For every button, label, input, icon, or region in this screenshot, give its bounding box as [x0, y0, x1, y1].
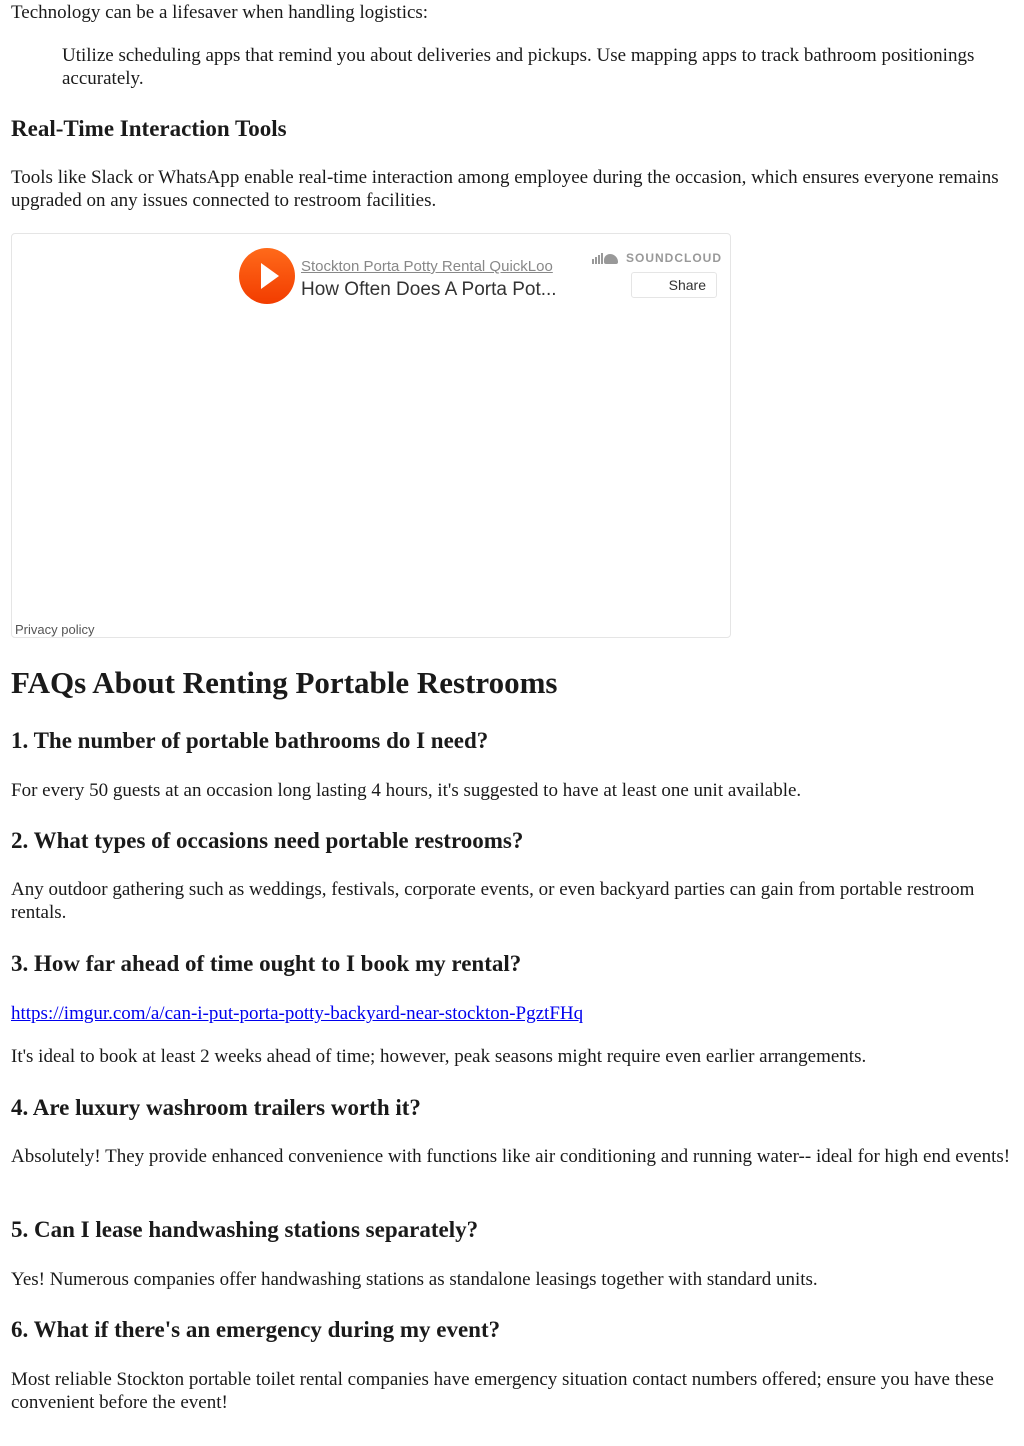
- realtime-paragraph: Tools like Slack or WhatsApp enable real-time interaction among employee during the occasion, which ensures everyone remains upgraded on any issues connected to restroom facilities.: [11, 167, 999, 211]
- faq-question: 1. The number of portable bathrooms do I need?: [11, 728, 489, 753]
- faq-link-paragraph: [11, 1002, 1016, 1025]
- soundcloud-user-link[interactable]: Stockton Porta Potty Rental QuickLoo: [301, 258, 553, 275]
- faq-heading: FAQs About Renting Portable Restrooms: [11, 665, 558, 700]
- blockquote-text: Utilize scheduling apps that remind you about deliveries and pickups. Use mapping apps to track bathroom positionings accurately.: [62, 45, 975, 89]
- share-button[interactable]: Share: [631, 272, 717, 298]
- faq-answer: Most reliable Stockton portable toilet rental companies have emergency situation contact numbers offered; ensure you have these convenient before the event!: [11, 1369, 994, 1413]
- faq-question: 2. What types of occasions need portable restrooms?: [11, 828, 524, 853]
- soundcloud-embed[interactable]: [11, 233, 731, 638]
- soundcloud-track-title[interactable]: How Often Does A Porta Pot...: [301, 279, 557, 300]
- faq-answer: For every 50 guests at an occasion long lasting 4 hours, it's suggested to have at least one unit available.: [11, 780, 802, 801]
- faq-answer: Any outdoor gathering such as weddings, festivals, corporate events, or even backyard parties can gain from portable restroom rentals.: [11, 879, 975, 923]
- soundcloud-logo[interactable]: [592, 251, 722, 265]
- imgur-link[interactable]: https://imgur.com/a/can-i-put-porta-potty-backyard-near-stockton-PgztFHq: [11, 1003, 584, 1024]
- play-icon[interactable]: [239, 248, 295, 304]
- faq-question: 4. Are luxury washroom trailers worth it?: [11, 1095, 421, 1120]
- faq-answer: Absolutely! They provide enhanced convenience with functions like air conditioning and running water-- ideal for high end events!: [11, 1146, 1011, 1167]
- faq-question: 5. Can I lease handwashing stations separately?: [11, 1217, 479, 1242]
- faq-question: 6. What if there's an emergency during my event?: [11, 1317, 501, 1342]
- intro-paragraph: Technology can be a lifesaver when handling logistics:: [11, 2, 429, 23]
- privacy-policy-link[interactable]: Privacy policy: [15, 622, 95, 637]
- faq-answer: Yes! Numerous companies offer handwashing stations as standalone leasings together with standard units.: [11, 1269, 818, 1290]
- faq-answer: It's ideal to book at least 2 weeks ahead of time; however, peak seasons might require even earlier arrangements.: [11, 1046, 867, 1067]
- soundcloud-brand-text: SOUNDCLOUD: [626, 251, 722, 265]
- soundcloud-logo-icon: [592, 252, 620, 264]
- faq-question: 3. How far ahead of time ought to I book my rental?: [11, 951, 522, 976]
- realtime-heading: Real-Time Interaction Tools: [11, 116, 287, 141]
